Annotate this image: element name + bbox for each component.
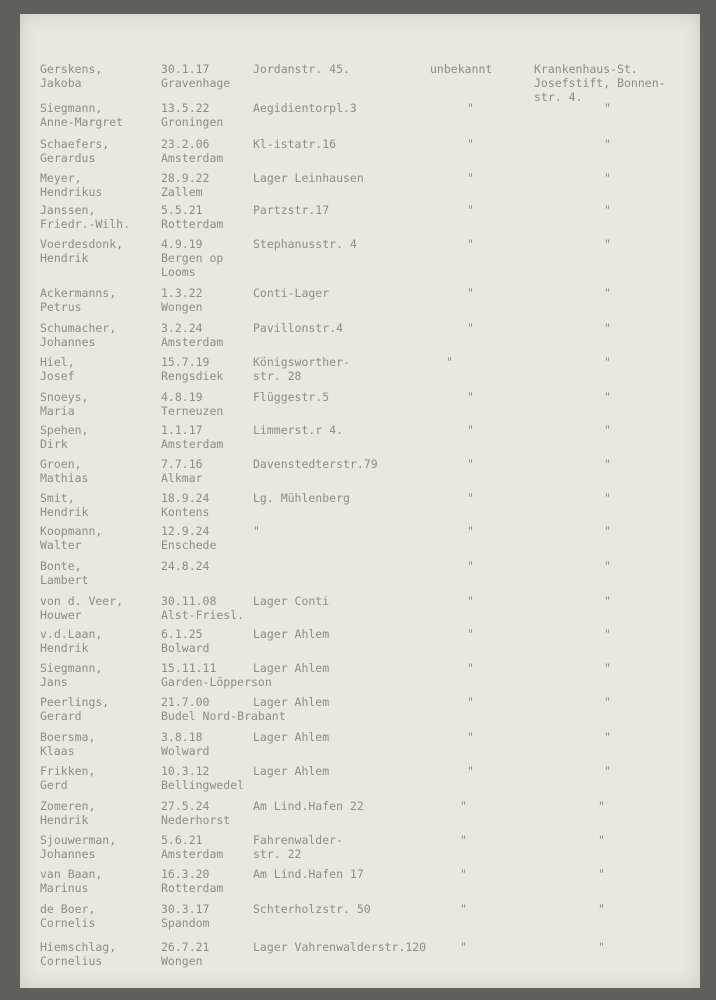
status-column-4-line: " — [467, 286, 474, 300]
status-column-5-line: " — [604, 203, 611, 217]
status-column-5-line: " — [604, 321, 611, 335]
status-column-4-cell — [430, 867, 550, 881]
status-column-5-cell — [534, 355, 716, 369]
birth-date-place-line: 3.8.18 — [161, 730, 203, 744]
table-row — [20, 730, 700, 766]
birth-date-place-line: Bolward — [161, 641, 210, 655]
status-column-4-line: " — [467, 321, 474, 335]
birth-date-place-line: Nederhorst — [161, 813, 231, 827]
status-column-5-cell — [534, 491, 716, 505]
status-column-5-line: " — [604, 101, 611, 115]
birth-date-place-line: Amsterdam — [161, 335, 224, 349]
person-name-cell — [40, 203, 170, 231]
status-column-5-cell — [534, 867, 716, 881]
person-name-line: Schaefers, — [40, 137, 110, 151]
birth-date-place-line: 5.6.21 — [161, 833, 203, 847]
status-column-5-cell — [534, 695, 716, 709]
person-name-line: Cornelis — [40, 916, 96, 930]
address-line: Am Lind.Hafen 22 — [253, 799, 364, 813]
address-line: Königsworther- — [253, 355, 350, 369]
status-column-4-line: " — [467, 764, 474, 778]
person-name-line: van Baan, — [40, 867, 103, 881]
person-name-line: Cornelius — [40, 954, 103, 968]
status-column-5-cell — [534, 457, 716, 471]
status-column-5-line: " — [604, 171, 611, 185]
status-column-5-line: " — [604, 457, 611, 471]
person-name-cell — [40, 940, 170, 968]
status-column-5-line: " — [604, 491, 611, 505]
person-name-line: Johannes — [40, 847, 96, 861]
person-name-line: Peerlings, — [40, 695, 110, 709]
birth-date-place-line: 1.3.22 — [161, 286, 203, 300]
table-row — [20, 101, 700, 137]
birth-date-place-cell — [161, 355, 266, 383]
status-column-5-cell — [534, 833, 716, 847]
person-name-line: Frikken, — [40, 764, 96, 778]
status-column-5-cell — [534, 940, 716, 954]
status-column-4-line: " — [460, 799, 467, 813]
birth-date-place-cell — [161, 661, 272, 689]
birth-date-place-cell — [161, 423, 266, 451]
table-row — [20, 203, 700, 239]
table-row — [20, 355, 700, 391]
table-row — [20, 559, 700, 595]
birth-date-place-line: Alst-Friesl. — [161, 608, 245, 622]
birth-date-place-line: 15.7.19 — [161, 355, 210, 369]
address-line: Davenstedterstr.79 — [253, 457, 378, 471]
status-column-5-cell — [534, 661, 716, 675]
status-column-4-cell — [430, 62, 520, 76]
person-name-cell — [40, 764, 170, 792]
status-column-5-cell — [534, 559, 716, 573]
status-column-4-cell — [430, 833, 550, 847]
address-line: Lg. Mühlenberg — [253, 491, 350, 505]
status-column-5-line: " — [604, 137, 611, 151]
table-row — [20, 799, 700, 835]
birth-date-place-line: Looms — [161, 265, 196, 279]
table-row — [20, 137, 700, 173]
status-column-5-line: " — [604, 355, 611, 369]
birth-date-place-line: Budel Nord-Brabant — [161, 709, 286, 723]
person-name-cell — [40, 137, 170, 165]
birth-date-place-cell — [161, 286, 266, 314]
person-name-line: Houwer — [40, 608, 82, 622]
person-name-line: Maria — [40, 404, 75, 418]
person-name-line: Friedr.-Wilh. — [40, 217, 131, 231]
table-row — [20, 171, 700, 207]
table-row — [20, 237, 700, 279]
status-column-4-line: " — [467, 524, 474, 538]
status-column-4-line: " — [467, 171, 474, 185]
status-column-5-cell — [534, 321, 716, 335]
status-column-5-cell — [534, 799, 716, 813]
table-row — [20, 695, 700, 731]
status-column-4-line: " — [467, 423, 474, 437]
address-line: Lager Ahlem — [253, 661, 330, 675]
birth-date-place-line: 18.9.24 — [161, 491, 210, 505]
table-row — [20, 524, 700, 560]
birth-date-place-cell — [161, 62, 266, 90]
status-column-4-line: " — [467, 594, 474, 608]
person-name-cell — [40, 171, 170, 199]
status-column-4-line: " — [467, 661, 474, 675]
status-column-5-cell — [534, 627, 716, 641]
status-column-5-cell — [534, 764, 716, 778]
status-column-5-line: " — [598, 867, 605, 881]
person-name-line: v.d.Laan, — [40, 627, 103, 641]
table-row — [20, 902, 700, 938]
status-column-5-line: " — [604, 423, 611, 437]
document-page — [20, 14, 700, 988]
birth-date-place-line: Amsterdam — [161, 437, 224, 451]
birth-date-place-line: 1.1.17 — [161, 423, 203, 437]
status-column-4-line: " — [467, 203, 474, 217]
address-line: " — [253, 524, 260, 538]
table-row — [20, 661, 700, 697]
status-column-4-line: " — [460, 867, 467, 881]
birth-date-place-line: Groningen — [161, 115, 224, 129]
table-row — [20, 457, 700, 493]
status-column-5-line: " — [598, 799, 605, 813]
person-name-line: Hiemschlag, — [40, 940, 117, 954]
status-column-5-line: " — [604, 730, 611, 744]
person-name-line: Jakoba — [40, 76, 82, 90]
table-row — [20, 627, 700, 663]
birth-date-place-cell — [161, 137, 266, 165]
person-name-line: Boersma, — [40, 730, 96, 744]
address-line: Stephanusstr. 4 — [253, 237, 357, 251]
birth-date-place-line: 30.1.17 — [161, 62, 210, 76]
person-name-line: Gerd — [40, 778, 68, 792]
person-name-line: Gerardus — [40, 151, 96, 165]
birth-date-place-line: 30.11.08 — [161, 594, 217, 608]
status-column-4-line: " — [460, 940, 467, 954]
person-name-line: Jans — [40, 675, 68, 689]
birth-date-place-cell — [161, 594, 266, 622]
address-line: Lager Ahlem — [253, 627, 330, 641]
birth-date-place-line: 4.9.19 — [161, 237, 203, 251]
birth-date-place-line: Garden-Löpperson — [161, 675, 272, 689]
person-name-line: Bonte, — [40, 559, 82, 573]
table-row — [20, 867, 700, 903]
birth-date-place-line: Bellingwedel — [161, 778, 245, 792]
birth-date-place-line: Amsterdam — [161, 151, 224, 165]
person-name-cell — [40, 423, 170, 451]
table-row — [20, 833, 700, 869]
person-name-line: Koopmann, — [40, 524, 103, 538]
birth-date-place-line: Gravenhage — [161, 76, 231, 90]
table-row — [20, 940, 700, 976]
birth-date-place-cell — [161, 203, 266, 231]
person-name-line: Sjouwerman, — [40, 833, 117, 847]
person-name-line: Hendrik — [40, 505, 89, 519]
person-name-cell — [40, 559, 170, 587]
address-line: Schterholzstr. 50 — [253, 902, 371, 916]
birth-date-place-line: 5.5.21 — [161, 203, 203, 217]
address-line: Jordanstr. 45. — [253, 62, 350, 76]
person-name-line: Hendrik — [40, 813, 89, 827]
status-column-4-cell — [430, 940, 550, 954]
status-column-4-cell — [430, 902, 550, 916]
status-column-4-cell — [430, 355, 536, 369]
birth-date-place-cell — [161, 627, 266, 655]
person-name-cell — [40, 390, 170, 418]
birth-date-place-cell — [161, 524, 266, 552]
person-name-line: Hendrik — [40, 641, 89, 655]
person-name-cell — [40, 237, 170, 265]
birth-date-place-line: Terneuzen — [161, 404, 224, 418]
person-name-cell — [40, 62, 170, 90]
birth-date-place-cell — [161, 902, 266, 930]
person-name-line: Smit, — [40, 491, 75, 505]
status-column-5-cell — [534, 171, 716, 185]
status-column-5-line: " — [598, 902, 605, 916]
person-name-line: Snoeys, — [40, 390, 89, 404]
table-row — [20, 62, 700, 104]
person-name-cell — [40, 457, 170, 485]
birth-date-place-line: 13.5.22 — [161, 101, 210, 115]
person-name-line: Petrus — [40, 300, 82, 314]
status-column-5-line: " — [604, 764, 611, 778]
status-column-5-cell — [534, 423, 716, 437]
status-column-5-line: " — [604, 627, 611, 641]
address-line: Lager Ahlem — [253, 730, 330, 744]
person-name-line: Ackermanns, — [40, 286, 117, 300]
person-name-cell — [40, 661, 170, 689]
birth-date-place-cell — [161, 101, 266, 129]
birth-date-place-cell — [161, 321, 266, 349]
person-name-line: Voerdesdonk, — [40, 237, 124, 251]
birth-date-place-line: 16.3.20 — [161, 867, 210, 881]
person-name-line: Janssen, — [40, 203, 96, 217]
address-line: Lager Ahlem — [253, 764, 330, 778]
person-name-cell — [40, 902, 170, 930]
status-column-5-cell — [534, 390, 716, 404]
birth-date-place-cell — [161, 237, 266, 279]
status-column-5-cell — [534, 524, 716, 538]
status-column-4-line: " — [467, 491, 474, 505]
person-name-line: Walter — [40, 538, 82, 552]
person-name-cell — [40, 491, 170, 519]
status-column-5-line: Krankenhaus-St. — [534, 62, 638, 76]
birth-date-place-line: Rengsdiek — [161, 369, 224, 383]
person-name-line: de Boer, — [40, 902, 96, 916]
person-name-cell — [40, 286, 170, 314]
status-column-4-line: unbekannt — [430, 62, 493, 76]
person-name-line: Hendrikus — [40, 185, 103, 199]
status-column-5-cell — [534, 237, 716, 251]
birth-date-place-line: 24.8.24 — [161, 559, 210, 573]
person-name-cell — [40, 524, 170, 552]
person-name-cell — [40, 355, 170, 383]
birth-date-place-line: 6.1.25 — [161, 627, 203, 641]
address-line: Am Lind.Hafen 17 — [253, 867, 364, 881]
address-line: Lager Leinhausen — [253, 171, 364, 185]
birth-date-place-line: Wongen — [161, 954, 203, 968]
person-name-line: Spehen, — [40, 423, 89, 437]
status-column-4-line: " — [467, 559, 474, 573]
person-name-line: Siegmann, — [40, 661, 103, 675]
birth-date-place-cell — [161, 940, 266, 968]
person-name-line: Hiel, — [40, 355, 75, 369]
status-column-5-line: Josefstift, Bonnen- — [534, 76, 666, 90]
table-row — [20, 390, 700, 426]
address-line: Kl-istatr.16 — [253, 137, 337, 151]
birth-date-place-line: 10.3.12 — [161, 764, 210, 778]
birth-date-place-cell — [161, 867, 266, 895]
address-line: Lager Conti — [253, 594, 330, 608]
birth-date-place-line: Wongen — [161, 300, 203, 314]
birth-date-place-line: Enschede — [161, 538, 217, 552]
status-column-4-line: " — [467, 627, 474, 641]
address-line: Fahrenwalder- — [253, 833, 344, 847]
birth-date-place-line: 15.11.11 — [161, 661, 217, 675]
address-line: Pavillonstr.4 — [253, 321, 344, 335]
birth-date-place-line: Kontens — [161, 505, 210, 519]
person-name-line: Schumacher, — [40, 321, 117, 335]
birth-date-place-line: 7.7.16 — [161, 457, 203, 471]
status-column-5-line: " — [598, 833, 605, 847]
status-column-5-line: " — [604, 286, 611, 300]
status-column-5-cell — [534, 286, 716, 300]
person-name-line: Gerskens, — [40, 62, 103, 76]
address-line: str. 28 — [253, 369, 302, 383]
status-column-5-cell — [534, 594, 716, 608]
status-column-5-line: " — [598, 940, 605, 954]
status-column-5-line: str. 4. — [534, 90, 583, 104]
birth-date-place-line: Bergen op — [161, 251, 224, 265]
person-name-cell — [40, 101, 170, 129]
status-column-4-line: " — [460, 902, 467, 916]
person-name-line: Gerard — [40, 709, 82, 723]
table-row — [20, 423, 700, 459]
birth-date-place-cell — [161, 833, 266, 861]
birth-date-place-line: 3.2.24 — [161, 321, 203, 335]
status-column-5-line: " — [604, 390, 611, 404]
person-name-line: Klaas — [40, 744, 75, 758]
birth-date-place-cell — [161, 695, 286, 723]
address-line: Partzstr.17 — [253, 203, 330, 217]
person-name-line: Josef — [40, 369, 75, 383]
birth-date-place-cell — [161, 491, 266, 519]
status-column-4-cell — [430, 799, 550, 813]
person-name-line: Mathias — [40, 471, 89, 485]
birth-date-place-cell — [161, 730, 266, 758]
person-name-cell — [40, 695, 170, 723]
birth-date-place-line: 26.7.21 — [161, 940, 210, 954]
address-line: Limmerst.r 4. — [253, 423, 344, 437]
address-line: Aegidientorpl.3 — [253, 101, 357, 115]
status-column-5-line: " — [604, 594, 611, 608]
address-line: str. 22 — [253, 847, 302, 861]
table-row — [20, 286, 700, 322]
table-row — [20, 764, 700, 800]
birth-date-place-line: Spandom — [161, 916, 210, 930]
person-name-line: Meyer, — [40, 171, 82, 185]
status-column-4-line: " — [467, 101, 474, 115]
status-column-4-line: " — [467, 730, 474, 744]
person-name-cell — [40, 627, 170, 655]
birth-date-place-line: Amsterdam — [161, 847, 224, 861]
birth-date-place-line: Zallem — [161, 185, 203, 199]
person-name-cell — [40, 321, 170, 349]
birth-date-place-cell — [161, 171, 266, 199]
status-column-5-line: " — [604, 559, 611, 573]
person-name-line: Johannes — [40, 335, 96, 349]
status-column-4-line: " — [467, 457, 474, 471]
status-column-4-line: " — [467, 695, 474, 709]
address-line: Conti-Lager — [253, 286, 330, 300]
birth-date-place-line: Rotterdam — [161, 881, 224, 895]
status-column-5-cell — [534, 902, 716, 916]
status-column-5-cell — [534, 730, 716, 744]
person-name-cell — [40, 799, 170, 827]
birth-date-place-cell — [161, 457, 266, 485]
table-row — [20, 594, 700, 630]
person-name-line: Lambert — [40, 573, 89, 587]
status-column-5-cell — [534, 203, 716, 217]
status-column-4-line: " — [467, 237, 474, 251]
birth-date-place-line: Rotterdam — [161, 217, 224, 231]
person-name-line: Anne-Margret — [40, 115, 124, 129]
status-column-4-line: " — [460, 833, 467, 847]
status-column-5-line: " — [604, 524, 611, 538]
birth-date-place-cell — [161, 764, 266, 792]
birth-date-place-cell — [161, 390, 266, 418]
birth-date-place-line: 27.5.24 — [161, 799, 210, 813]
person-name-line: Siegmann, — [40, 101, 103, 115]
status-column-5-line: " — [604, 237, 611, 251]
address-line: Lager Vahrenwalderstr.120 — [253, 940, 427, 954]
person-name-cell — [40, 730, 170, 758]
birth-date-place-line: 30.3.17 — [161, 902, 210, 916]
person-name-cell — [40, 594, 170, 622]
birth-date-place-line: 4.8.19 — [161, 390, 203, 404]
table-row — [20, 491, 700, 527]
status-column-5-line: " — [604, 661, 611, 675]
person-name-line: Groen, — [40, 457, 82, 471]
person-name-line: Dirk — [40, 437, 68, 451]
person-name-line: Marinus — [40, 881, 89, 895]
table-row — [20, 321, 700, 357]
status-column-5-cell — [534, 137, 716, 151]
address-line: Flüggestr.5 — [253, 390, 330, 404]
address-line: Lager Ahlem — [253, 695, 330, 709]
status-column-5-cell — [534, 62, 694, 104]
birth-date-place-line: Alkmar — [161, 471, 203, 485]
status-column-4-line: " — [446, 355, 453, 369]
birth-date-place-line: 12.9.24 — [161, 524, 210, 538]
birth-date-place-line: 28.9.22 — [161, 171, 210, 185]
status-column-5-line: " — [604, 695, 611, 709]
person-name-line: Hendrik — [40, 251, 89, 265]
birth-date-place-cell — [161, 799, 266, 827]
birth-date-place-line: 23.2.06 — [161, 137, 210, 151]
person-name-line: Zomeren, — [40, 799, 96, 813]
birth-date-place-line: Wolward — [161, 744, 210, 758]
person-name-line: von d. Veer, — [40, 594, 124, 608]
person-name-cell — [40, 867, 170, 895]
status-column-4-line: " — [467, 390, 474, 404]
birth-date-place-line: 21.7.00 — [161, 695, 210, 709]
status-column-4-line: " — [467, 137, 474, 151]
person-name-cell — [40, 833, 170, 861]
status-column-5-cell — [534, 101, 716, 115]
birth-date-place-cell — [161, 559, 266, 573]
